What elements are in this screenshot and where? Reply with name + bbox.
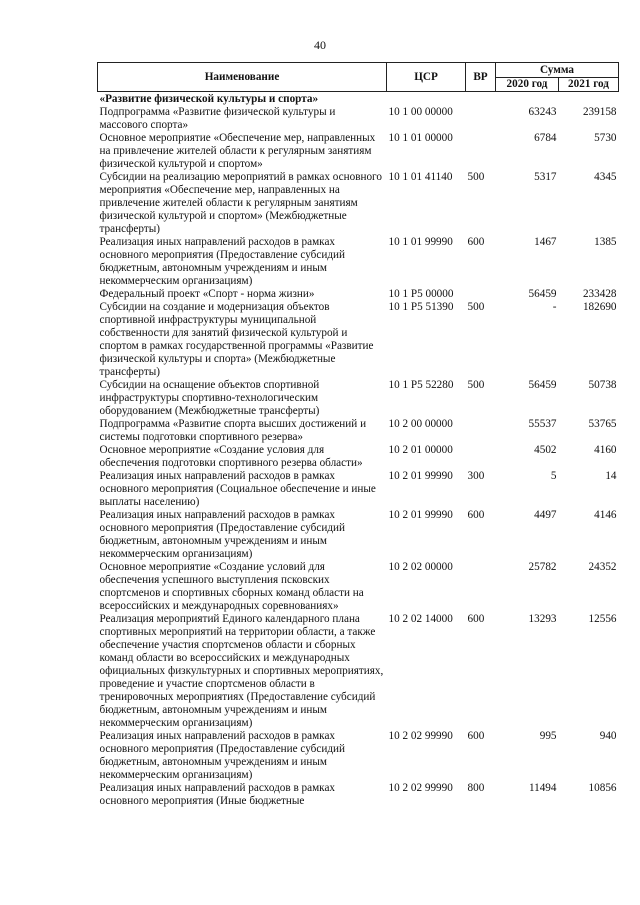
row-sum-2020: 995 — [539, 730, 557, 742]
row-name: Реализация иных направлений расходов в рамках основного мероприятия (Социальное обеспечение и иные выплаты населению) — [99, 470, 376, 508]
row-sum-2020 — [496, 92, 559, 107]
row-sum-2021: 239158 — [582, 106, 617, 118]
row-csr — [387, 92, 466, 107]
row-sum-2020: 5 — [550, 470, 557, 482]
row-vr — [466, 92, 496, 107]
page-number: 40 — [314, 38, 326, 52]
table-row — [98, 132, 619, 171]
row-name: Реализация мероприятий Единого календарного плана спортивных мероприятий на территории области, а также обеспечение участия спортсменов области и сборных команд области во всероссийских и международных официальных физкультурных и спортивных мероприятиях, проведение и участие спортсменов области в тренировочных мероприятиях (Предоставление субсидий бюджетным, автономным учреждениям и иным некоммерческим организациям) — [99, 613, 384, 729]
row-vr — [466, 132, 496, 171]
row-sum-2020: 6784 — [534, 132, 557, 144]
row-sum-2020: 56459 — [528, 379, 557, 391]
header-sum: Сумма — [496, 63, 619, 78]
row-csr: 10 2 02 00000 — [388, 561, 453, 573]
row-name: Основное мероприятие «Создание условия для обеспечения подготовки спортивного резерва области» — [99, 444, 363, 469]
row-sum-2021: 53765 — [588, 418, 617, 430]
row-sum-2021: 1385 — [594, 236, 617, 248]
table-row — [98, 92, 619, 107]
row-sum-2020: 56459 — [528, 288, 557, 300]
table-row — [98, 236, 619, 288]
row-sum-2021: 4345 — [594, 171, 617, 183]
row-sum-2020: 5317 — [534, 171, 557, 183]
row-vr — [466, 444, 496, 470]
row-sum-2021: 4160 — [594, 444, 617, 456]
row-name: Субсидии на создание и модернизация объектов спортивной инфраструктуры муниципальной собственности для занятий физической культурой и спортом в рамках государственной программы «Развитие физической культуры и спорта» (Межбюджетные трансферты) — [99, 301, 374, 378]
row-csr: 10 2 01 00000 — [388, 444, 453, 456]
row-vr: 600 — [467, 509, 485, 521]
row-vr — [466, 561, 496, 613]
row-sum-2021: 14 — [605, 470, 617, 482]
row-sum-2021: 50738 — [588, 379, 617, 391]
table-row — [98, 509, 619, 561]
row-name: Основное мероприятие «Обеспечение мер, направленных на привлечение жителей области к регулярным занятиям физической культурой и спортом» — [99, 132, 376, 170]
row-sum-2020: 1467 — [534, 236, 557, 248]
table-row — [98, 561, 619, 613]
row-sum-2020: 55537 — [528, 418, 557, 430]
row-name: Реализация иных направлений расходов в рамках основного мероприятия (Предоставление субсидий бюджетным, автономным учреждениям и иным некоммерческим организациям) — [99, 236, 345, 287]
table-row — [98, 288, 619, 301]
row-sum-2021: 940 — [599, 730, 617, 742]
table-header — [98, 63, 619, 92]
row-name: Подпрограмма «Развитие спорта высших достижений и системы подготовки спортивного резерва» — [99, 418, 367, 443]
row-sum-2021: 24352 — [588, 561, 617, 573]
row-sum-2020: 4502 — [534, 444, 557, 456]
row-vr: 500 — [467, 171, 485, 183]
table-row — [98, 444, 619, 470]
row-name: Основное мероприятие «Создание условий для обеспечения успешного выступления псковских спортсменов и спортивных сборных команд области на всероссийских и международных соревнованиях» — [99, 561, 364, 612]
row-csr: 10 1 P5 00000 — [388, 288, 454, 300]
row-vr: 600 — [467, 236, 485, 248]
row-csr: 10 2 02 99990 — [388, 782, 453, 794]
row-csr: 10 2 01 99990 — [388, 470, 453, 482]
row-name: Подпрограмма «Развитие физической культуры и массового спорта» — [99, 106, 336, 131]
row-csr: 10 2 02 99990 — [388, 730, 453, 742]
table-row — [98, 613, 619, 730]
header-name: Наименование — [98, 63, 387, 92]
row-name: Реализация иных направлений расходов в рамках основного мероприятия (Иные бюджетные — [99, 782, 336, 807]
row-name: Субсидии на оснащение объектов спортивной инфраструктуры спортивно-технологическим оборудованием (Межбюджетные трансферты) — [99, 379, 320, 417]
table-row — [98, 301, 619, 379]
row-csr: 10 1 01 00000 — [388, 132, 453, 144]
table-row — [98, 171, 619, 236]
row-vr — [466, 106, 496, 132]
row-name: Реализация иных направлений расходов в рамках основного мероприятия (Предоставление субсидий бюджетным, автономным учреждениям и иным некоммерческим организациям) — [99, 509, 345, 560]
row-csr: 10 1 01 41140 — [388, 171, 453, 183]
row-sum-2021 — [559, 92, 619, 107]
header-year-2020: 2020 год — [496, 78, 559, 92]
row-csr: 10 1 P5 52280 — [388, 379, 454, 391]
row-sum-2021: 182690 — [582, 301, 617, 313]
row-sum-2020: 4497 — [534, 509, 557, 521]
row-vr: 800 — [467, 782, 485, 794]
budget-table — [97, 62, 619, 808]
row-csr: 10 1 P5 51390 — [388, 301, 454, 313]
table-row — [98, 379, 619, 418]
row-name: Федеральный проект «Спорт - норма жизни» — [99, 288, 315, 300]
table-row — [98, 418, 619, 444]
header-year-2021: 2021 год — [559, 78, 619, 92]
row-vr — [466, 288, 496, 301]
row-csr: 10 1 01 99990 — [388, 236, 453, 248]
row-vr: 500 — [467, 301, 485, 313]
row-sum-2021: 233428 — [582, 288, 617, 300]
row-vr: 500 — [467, 379, 485, 391]
row-csr: 10 2 00 00000 — [388, 418, 453, 430]
table-row — [98, 470, 619, 509]
table-row — [98, 782, 619, 808]
header-vr: ВР — [466, 63, 496, 92]
table-row — [98, 106, 619, 132]
table-row — [98, 730, 619, 782]
row-csr: 10 1 00 00000 — [388, 106, 453, 118]
row-sum-2020: 63243 — [528, 106, 557, 118]
row-name: «Развитие физической культуры и спорта» — [99, 93, 319, 105]
row-csr: 10 2 01 99990 — [388, 509, 453, 521]
row-sum-2021: 5730 — [594, 132, 617, 144]
row-vr: 300 — [467, 470, 485, 482]
row-sum-2020: 25782 — [528, 561, 557, 573]
header-csr: ЦСР — [387, 63, 466, 92]
row-vr: 600 — [467, 730, 485, 742]
row-vr: 600 — [467, 613, 485, 625]
row-csr: 10 2 02 14000 — [388, 613, 453, 625]
row-name: Субсидии на реализацию мероприятий в рамках основного мероприятия «Обеспечение мер, направленных на привлечение жителей области к регулярным занятиям физической культурой и спортом» (Межбюджетные трансферты) — [99, 171, 382, 235]
row-sum-2020: - — [552, 301, 557, 313]
row-vr — [466, 418, 496, 444]
row-sum-2020: 11494 — [528, 782, 557, 794]
row-sum-2021: 10856 — [588, 782, 617, 794]
row-name: Реализация иных направлений расходов в рамках основного мероприятия (Предоставление субсидий бюджетным, автономным учреждениям и иным некоммерческим организациям) — [99, 730, 345, 781]
row-sum-2021: 4146 — [594, 509, 617, 521]
row-sum-2021: 12556 — [588, 613, 617, 625]
row-sum-2020: 13293 — [528, 613, 557, 625]
